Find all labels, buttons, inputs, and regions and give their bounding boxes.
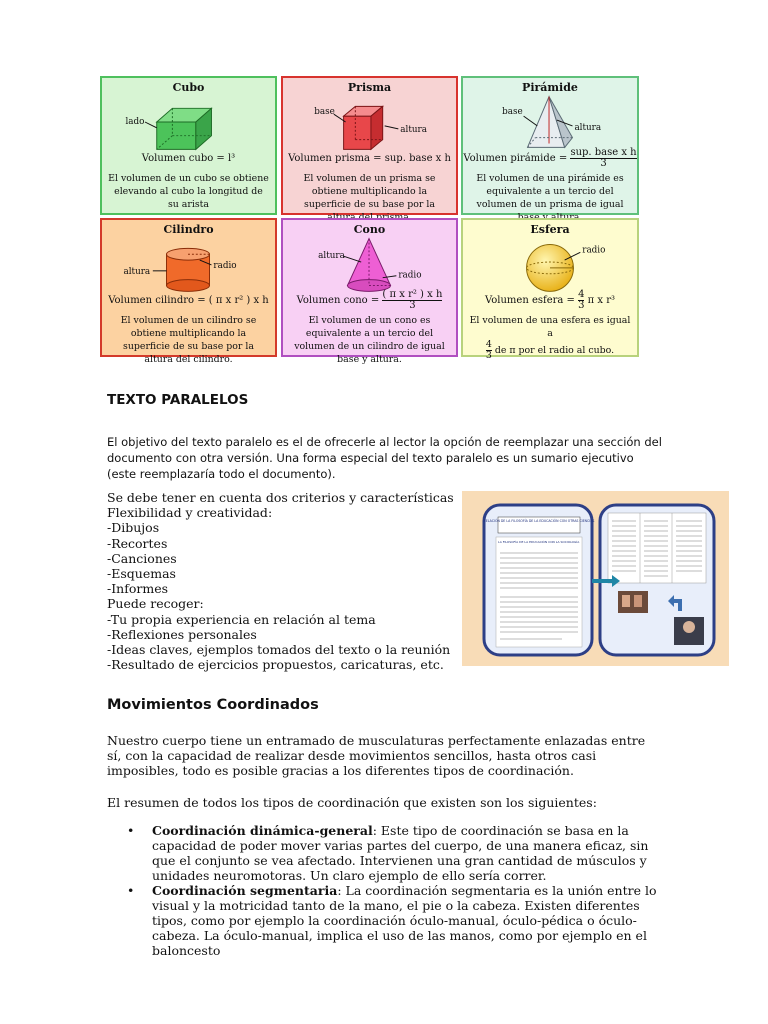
list-item-text: : Este tipo de coordinación se basa en la capacidad de poder mover varias partes del cuerpo, de una manera eficaz, sin que el conjunto se vea afectado. Intervienen una gran cantidad de músculos y unidades neuromotoras. Un claro ejemplo de ello sería correr. <box>152 823 649 883</box>
diagram-subtitle: LA FILOSOFÍA DE LA EDUCACIÓN CON LA SOCIOLOGÍA <box>498 540 580 544</box>
cylinder-illustration <box>102 234 275 294</box>
diagram-title: RELACIÓN DE LA FILOSOFÍA DE LA EDUCACIÓN CON OTRAS CIENCIAS <box>483 519 595 523</box>
cone-formula-numerator: ( π x r² ) x h <box>382 289 443 300</box>
cone-formula-denominator: 3 <box>409 300 416 311</box>
cone-description: El volumen de un cono es equivalente a un tercio del volumen de un cilindro de igual base y altura. <box>294 315 445 365</box>
prism-illustration <box>283 92 456 152</box>
prism-card <box>281 76 458 215</box>
pyramid-label-base: base <box>502 107 523 118</box>
sphere-formula-suffix: π x r³ <box>587 295 616 306</box>
sphere-desc-numerator: 4 <box>485 339 492 350</box>
pyramid-formula-denominator: 3 <box>600 158 607 169</box>
movimientos-paragraph-2: El resumen de todos los tipos de coordinación que existen son los siguientes: <box>107 795 597 810</box>
list-item: -Informes <box>107 581 169 597</box>
list-item: -Tu propia experiencia en relación al tema <box>107 611 376 627</box>
cube-description: El volumen de un cubo se obtiene elevando al cubo la longitud de su arista <box>108 173 269 210</box>
sphere-description <box>469 314 631 361</box>
parallel-text-diagram-image <box>462 491 729 666</box>
list-item <box>107 823 667 883</box>
cone-formula <box>283 290 456 311</box>
pyramid-illustration <box>463 92 637 152</box>
cone-title: Cono <box>353 223 386 236</box>
cone-illustration <box>283 234 456 294</box>
cone-formula-prefix: Volumen cono = <box>296 295 380 306</box>
list-item: -Resultado de ejercicios propuestos, caricaturas, etc. <box>107 657 444 673</box>
list-item: -Recortes <box>107 535 168 551</box>
cylinder-card <box>100 218 277 365</box>
list-item: -Esquemas <box>107 566 176 582</box>
list-item-text: : La coordinación segmentaria es la unión entre lo visual y la motricidad tanto de la mano, el pie o la cabeza. Existen diferentes tipos, como por ejemplo la coordinación óculo-manual, óculo-pédica o óculo-cabeza. La óculo-manual, implica el uso de las manos, como por ejemplo en el baloncesto <box>152 883 657 958</box>
sphere-label-radio: radio <box>582 245 606 256</box>
pyramid-title: Pirámide <box>522 81 578 94</box>
list-item <box>107 883 667 958</box>
volume-figures-grid <box>100 76 640 365</box>
pyramid-formula <box>463 148 637 169</box>
texto-paralelos-intro: El objetivo del texto paralelo es el de ofrecerle al lector la opción de reemplazar una sección del documento con otra versión. Una forma especial del texto paralelo es un sumario ejecutivo (este reemplazaría todo el documento). <box>107 435 662 481</box>
sphere-formula-prefix: Volumen esfera = <box>484 295 575 306</box>
prism-description: El volumen de un prisma se obtiene multiplicando la superficie de su base por la <box>303 173 436 210</box>
bullet-icon: • <box>127 883 135 898</box>
sphere-illustration <box>463 234 637 294</box>
sphere-card <box>461 218 639 361</box>
list-item-term: Coordinación segmentaria <box>152 883 338 898</box>
cube-card <box>100 76 277 215</box>
cone-card <box>281 218 458 365</box>
sphere-desc-suffix: de π por el radio al cubo. <box>494 345 615 356</box>
sphere-desc-denominator: 3 <box>485 350 492 361</box>
cylinder-formula: Volumen cilindro = ( π x r² ) x h <box>108 295 269 306</box>
sphere-formula-numerator: 4 <box>578 289 585 300</box>
pyramid-formula-prefix: Volumen pirámide = <box>463 153 568 164</box>
cube-title: Cubo <box>172 81 205 94</box>
sphere-title: Esfera <box>530 223 570 236</box>
list-item-term: Coordinación dinámica-general <box>152 823 373 838</box>
cone-label-radio: radio <box>398 270 422 281</box>
coordination-types-list <box>107 823 667 958</box>
cube-label-lado: lado <box>125 116 145 127</box>
sphere-description-line1: El volumen de una esfera es igual a <box>469 315 631 339</box>
list-item: -Ideas claves, ejemplos tomados del texto o la reunión <box>107 642 451 658</box>
prism-formula: Volumen prisma = sup. base x h <box>288 153 451 164</box>
bullet-icon: • <box>127 823 135 838</box>
cylinder-label-altura: altura <box>123 266 151 277</box>
list-item: -Canciones <box>107 550 177 566</box>
prism-label-altura: altura <box>400 124 427 135</box>
sphere-formula <box>463 290 637 311</box>
list-item: Puede recoger: <box>107 596 204 612</box>
prism-title: Prisma <box>347 81 392 94</box>
list-item: Flexibilidad y creatividad: <box>107 505 273 521</box>
prism-label-base: base <box>314 107 335 118</box>
cone-label-altura: altura <box>318 251 345 262</box>
list-item: Se debe tener en cuenta dos criterios y características <box>107 490 454 505</box>
pyramid-card <box>461 76 639 215</box>
cube-formula: Volumen cubo = l³ <box>141 153 236 164</box>
sphere-formula-denominator: 3 <box>578 300 585 311</box>
movimientos-heading: Movimientos Coordinados <box>107 697 319 713</box>
list-item: -Dibujos <box>107 520 160 536</box>
pyramid-formula-numerator: sup. base x h <box>570 147 637 158</box>
cube-illustration <box>102 92 275 152</box>
texto-paralelos-list <box>107 490 452 672</box>
cylinder-title: Cilindro <box>163 223 214 236</box>
texto-paralelos-heading: TEXTO PARALELOS <box>107 392 249 408</box>
movimientos-paragraph-1: Nuestro cuerpo tiene un entramado de musculaturas perfectamente enlazadas entre sí, con la capacidad de realizar desde movimientos sencillos, hasta otros casi imposibles, todo es posible gracias a los diferentes tipos de coordinación. <box>107 733 646 779</box>
cylinder-label-radio: radio <box>213 260 237 271</box>
pyramid-label-altura: altura <box>574 122 602 133</box>
list-item: -Reflexiones personales <box>107 626 257 642</box>
pyramid-description: El volumen de una pirámide es equivalente a un tercio del volumen de un prisma de igual <box>476 173 624 210</box>
cylinder-description: El volumen de un cilindro se obtiene multiplicando la superficie de su base por la altura del cilindro. <box>120 315 257 365</box>
